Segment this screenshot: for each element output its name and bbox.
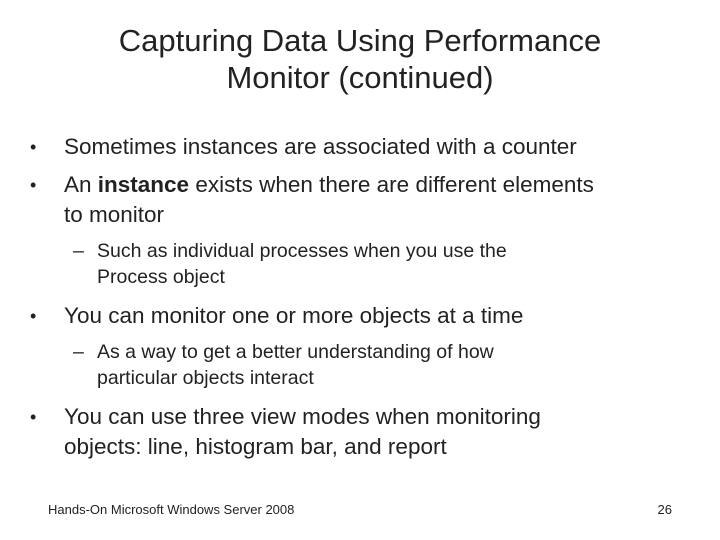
bullet-text-suffix: exists when there are different elements: [189, 172, 594, 197]
bullet-marker: •: [30, 175, 37, 195]
sub-bullet-line-1: Such as individual processes when you use the: [97, 240, 507, 262]
slide-title: [40, 22, 680, 96]
bullet-text: Sometimes instances are associated with a counter: [64, 134, 577, 159]
sub-bullet-item-2: [73, 339, 657, 391]
dash-marker: –: [73, 240, 84, 262]
bullet-item-2: [30, 170, 694, 230]
bullet-text-line-2: objects: line, histogram bar, and report: [64, 434, 447, 459]
bullet-item-4: [30, 402, 694, 462]
bullet-marker: •: [30, 407, 37, 427]
title-line-2: Monitor (continued): [226, 60, 494, 95]
title-line-1: Capturing Data Using Performance: [118, 23, 602, 58]
bullet-text: You can monitor one or more objects at a time: [64, 303, 524, 328]
bullet-item-3: [30, 301, 694, 331]
sub-bullet-item-1: [73, 238, 657, 290]
bullet-text-line-1: [64, 170, 694, 200]
sub-bullet-line-2: Process object: [97, 266, 225, 288]
bullet-text-prefix: An: [64, 172, 98, 197]
page-number: 26: [657, 502, 672, 517]
sub-bullet-line-2: particular objects interact: [97, 367, 314, 389]
dash-marker: –: [73, 341, 84, 363]
bold-term: instance: [97, 172, 190, 197]
bullet-text-line-1: You can use three view modes when monitoring: [64, 404, 541, 429]
bullet-text-line-2: to monitor: [64, 202, 165, 227]
bullet-marker: •: [30, 137, 37, 157]
bullet-item-1: [30, 132, 694, 162]
footer-book-title: Hands-On Microsoft Windows Server 2008: [48, 502, 295, 517]
bullet-marker: •: [30, 306, 37, 326]
sub-bullet-line-1: As a way to get a better understanding of how: [97, 341, 494, 363]
